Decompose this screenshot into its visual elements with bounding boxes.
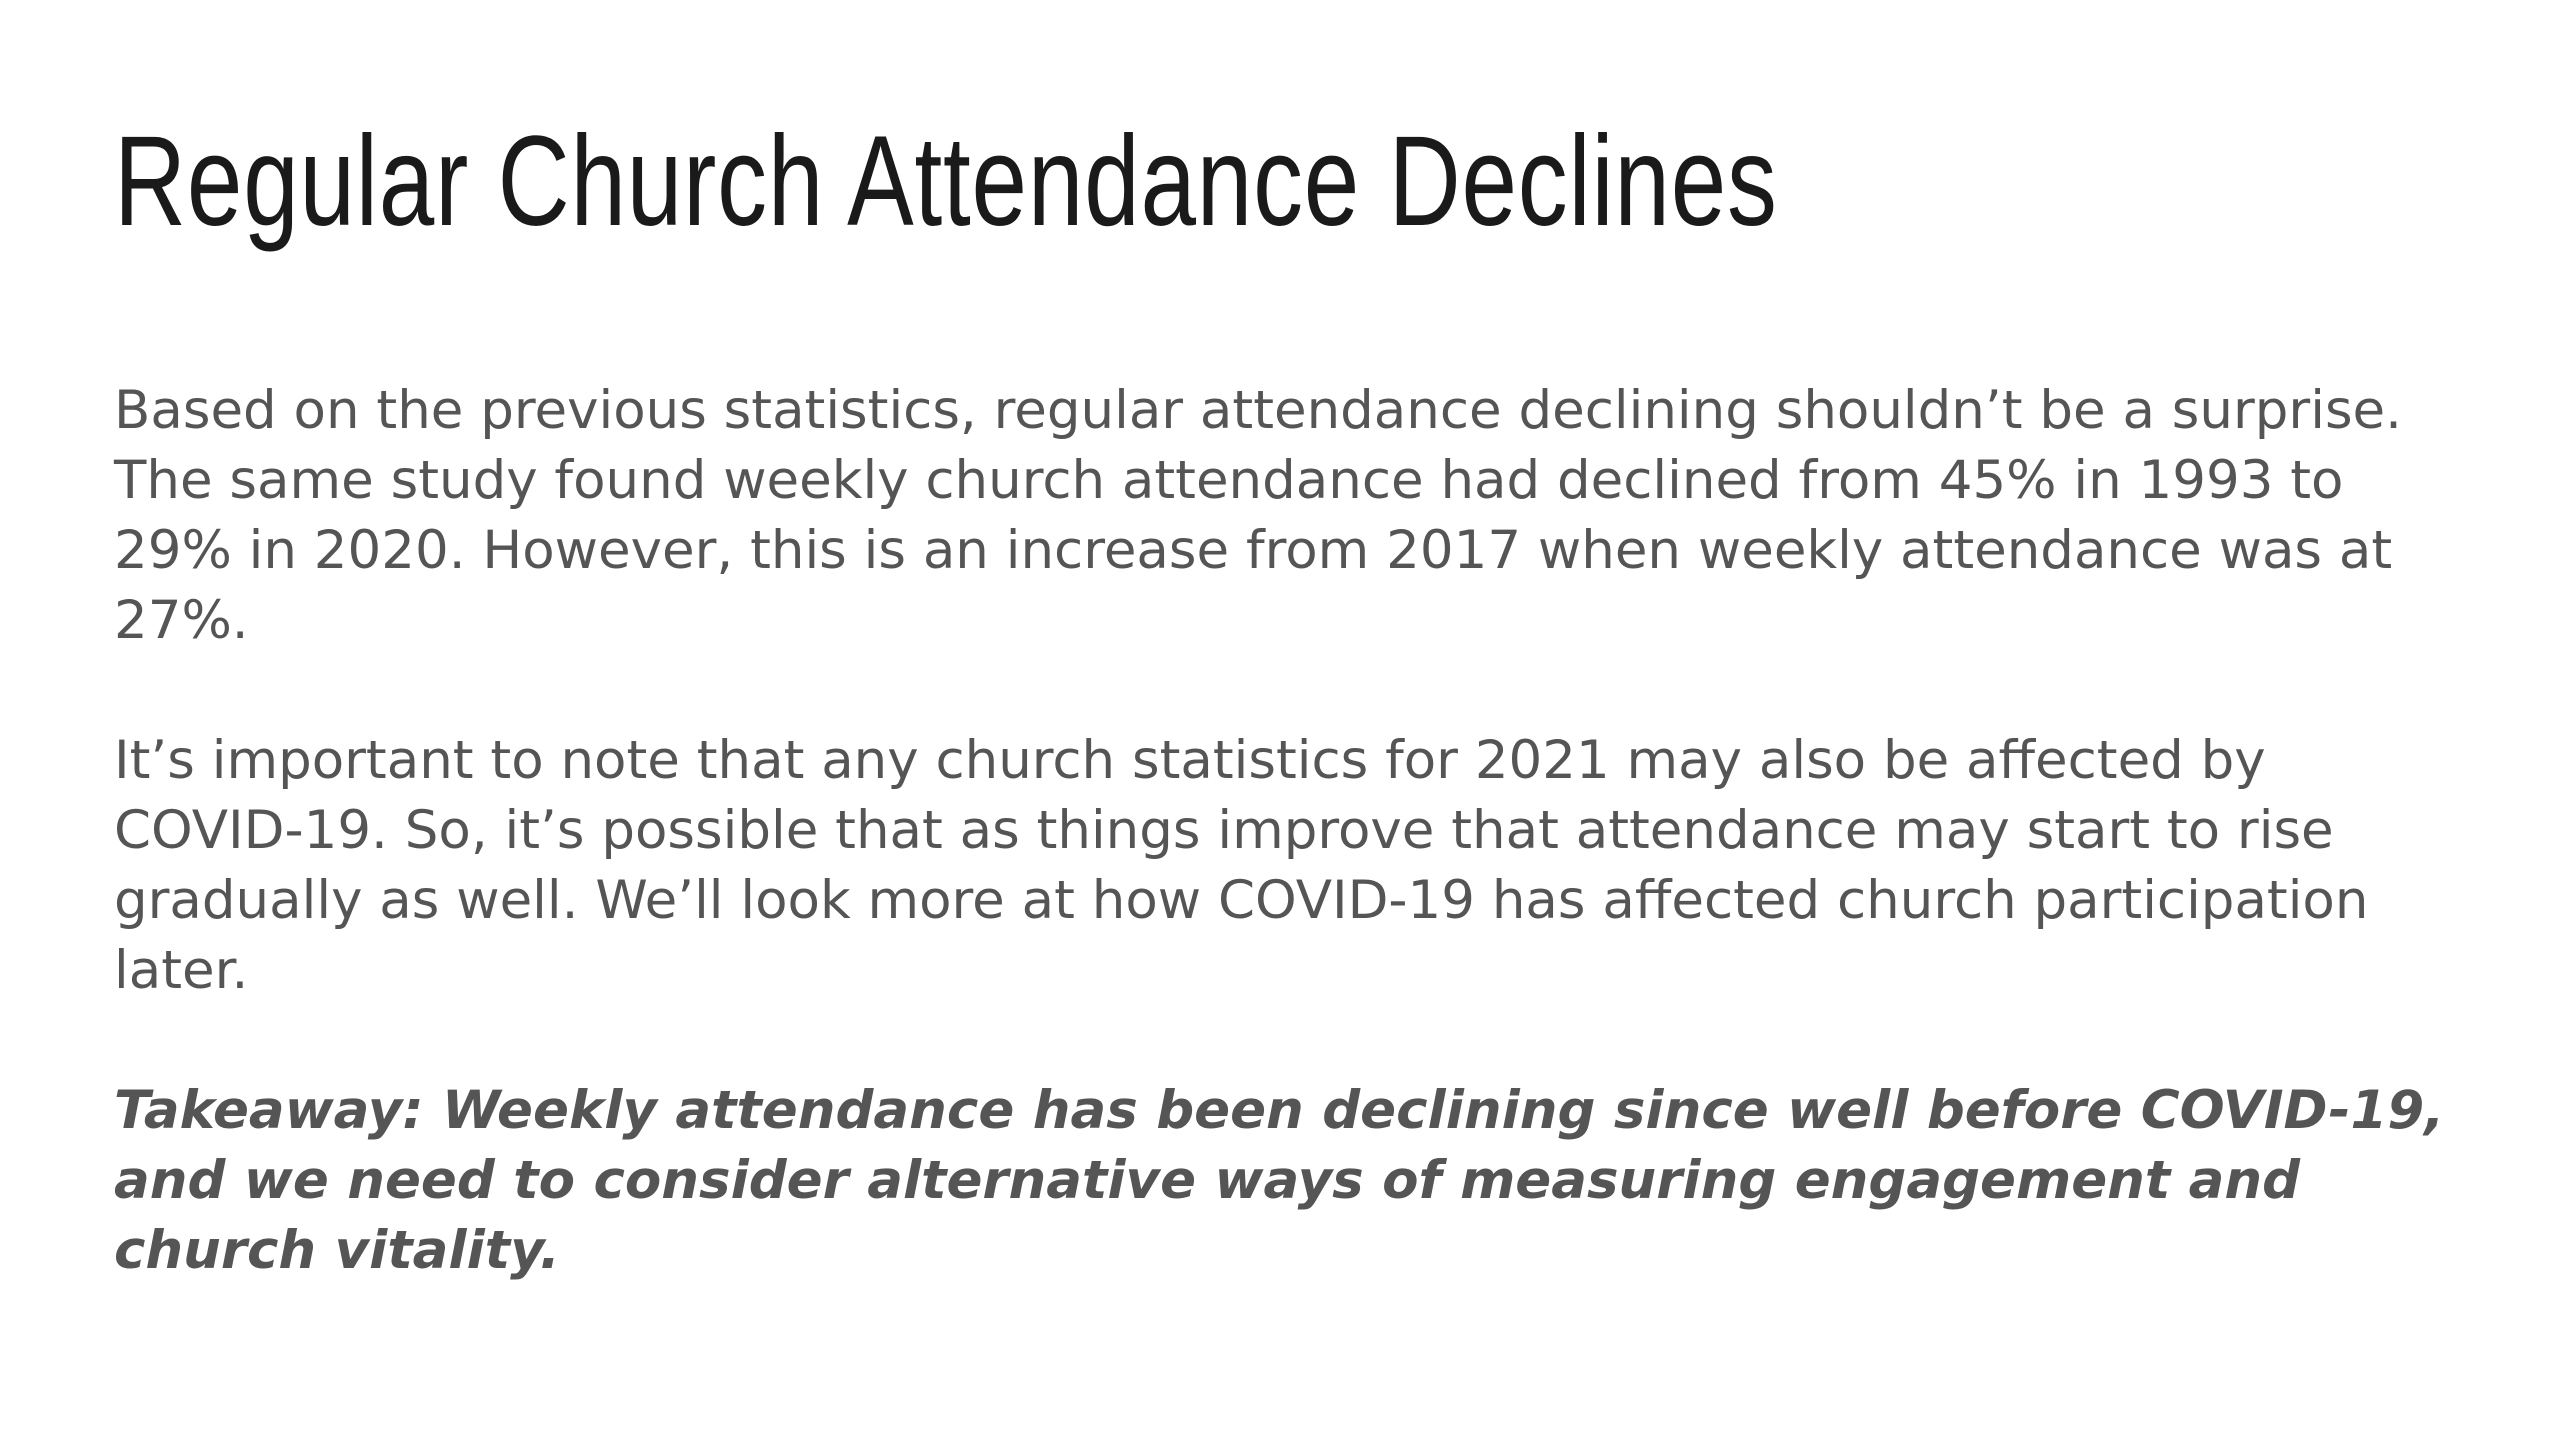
slide-body [114, 376, 2454, 1356]
body-paragraph-2: It’s important to note that any church statistics for 2021 may also be affected by COVID-19. So, it’s possible that as things improve that attendance may start to rise gradually as well. We’ll look more at how COVID-19 has affected church participation later. [114, 730, 2369, 1001]
takeaway-paragraph: Takeaway: Weekly attendance has been declining since well before COVID-19, and we need to consider alternative ways of measuring engagement and church vitality. [114, 1080, 2445, 1281]
body-paragraph-1: Based on the previous statistics, regular attendance declining shouldn’t be a surprise. The same study found weekly church attendance had declined from 45% in 1993 to 29% in 2020. However, this is an increase from 2017 when weekly attendance was at 27%. [114, 380, 2403, 651]
slide-title: Regular Church Attendance Declines [114, 110, 1778, 253]
